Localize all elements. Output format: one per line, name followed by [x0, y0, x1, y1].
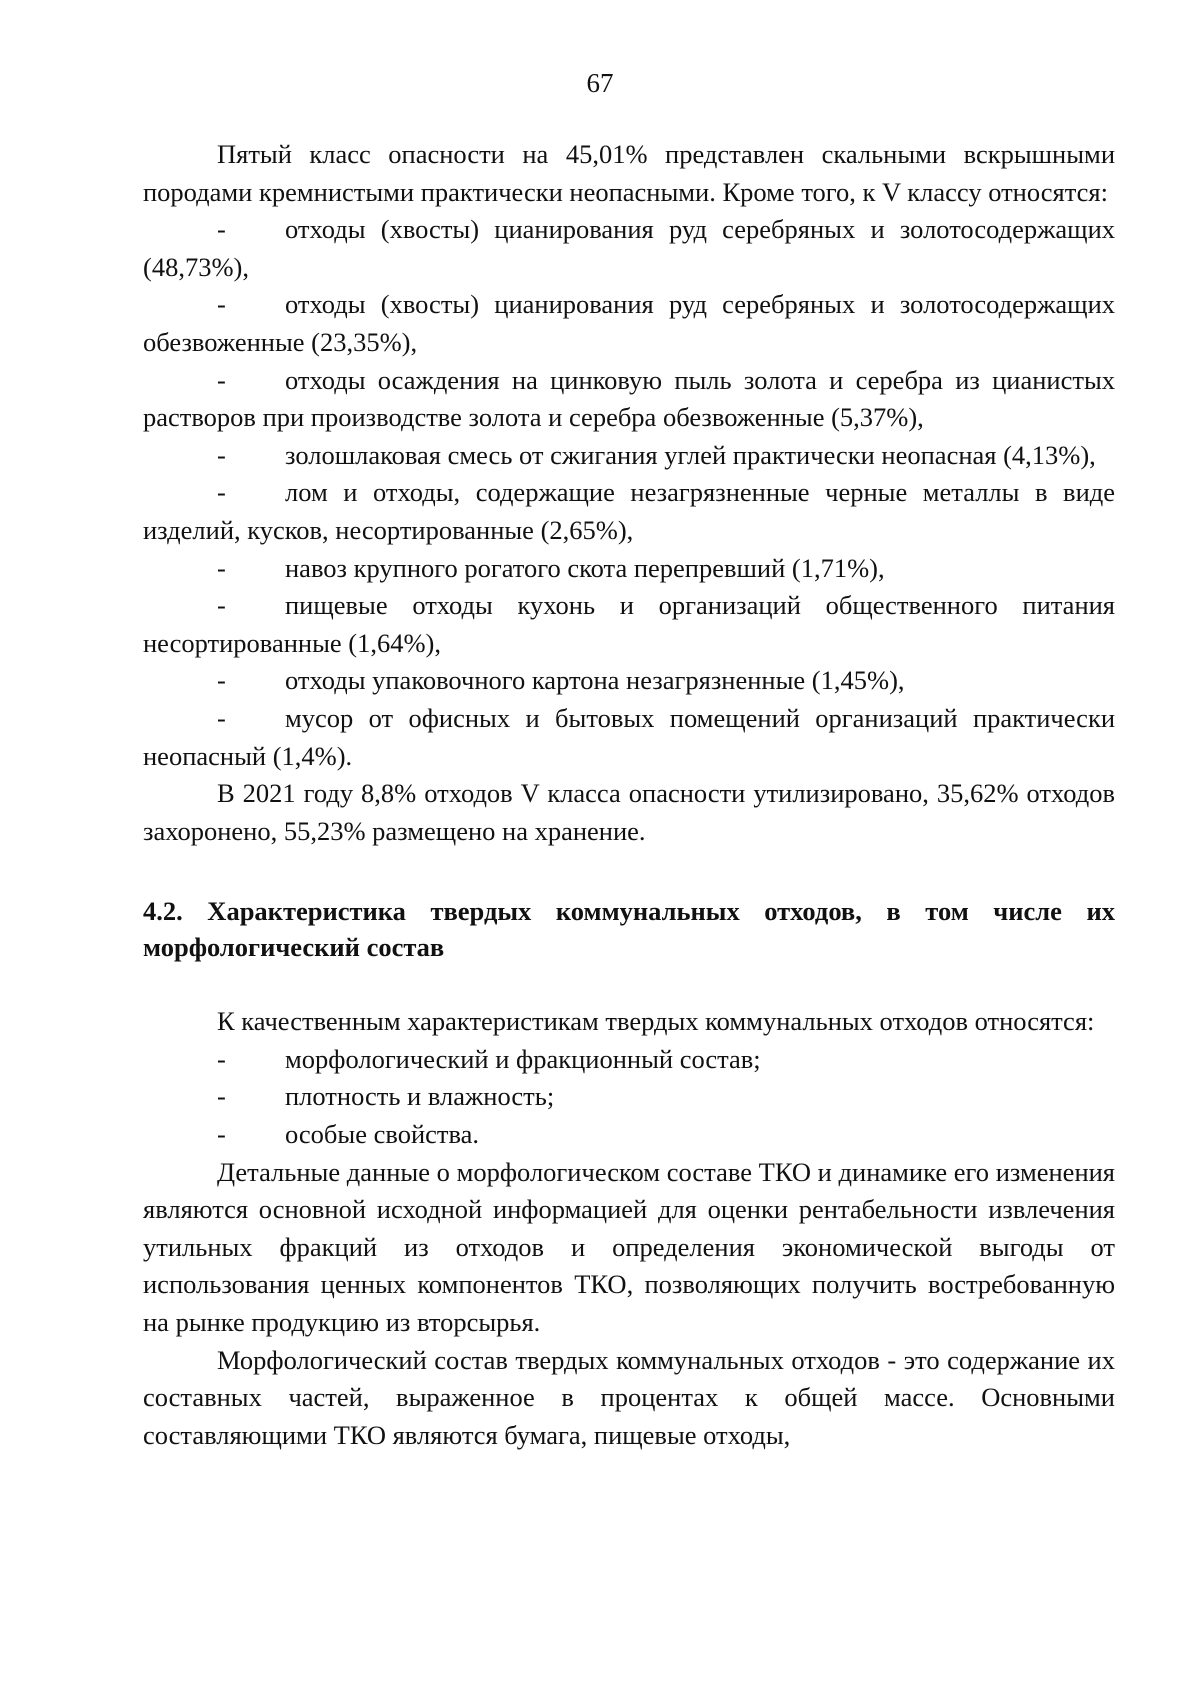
list-item [143, 362, 1115, 437]
list-item [143, 437, 1115, 475]
page-number: 67 [586, 68, 614, 98]
class5-waste-list [143, 211, 1115, 775]
list-item-text: отходы (хвосты) цианирования руд серебряных и золотосодержащих обезвоженные (23,35%), [143, 289, 1115, 357]
list-item-text: лом и отходы, содержащие незагрязненные черные металлы в виде изделий, кусков, несортированные (2,65%), [143, 477, 1115, 545]
paragraph-class5-intro: Пятый класс опасности на 45,01% представлен скальными вскрышными породами кремнистыми практически неопасными. Кроме того, к V классу относятся: [143, 139, 1115, 207]
bullet-dash: - [217, 1043, 226, 1074]
bullet-dash: - [217, 439, 226, 470]
list-item [143, 587, 1115, 662]
list-item-text: отходы осаждения на цинковую пыль золота и серебра из цианистых растворов при производстве золота и серебра обезвоженные (5,37%), [143, 364, 1115, 433]
list-item-text: отходы (хвосты) цианирования руд серебряных и золотосодержащих (48,73%), [143, 214, 1115, 282]
paragraph-morphology-data: Детальные данные о морфологическом составе ТКО и динамике его изменения являются основной исходной информацией для оценки рентабельности извлечения утильных фракций из отходов и определения экономической выгоды от использования ценных компонентов ТКО, позволяющих получить востребованную на рынке продукцию из вторсырья. [143, 1156, 1115, 1338]
list-item-text: плотность и влажность; [285, 1081, 555, 1112]
list-item [143, 662, 1115, 700]
list-item [143, 1116, 1115, 1154]
list-item-text: морфологический и фракционный состав; [285, 1043, 761, 1074]
document-body [143, 136, 1115, 1454]
paragraph-morphology-definition: Морфологический состав твердых коммунальных отходов - это содержание их составных частей, выраженное в процентах к общей массе. Основными составляющими ТКО являются бумага, пищевые отходы, [143, 1344, 1115, 1450]
list-item-text: особые свойства. [285, 1119, 480, 1150]
bullet-dash: - [217, 364, 226, 395]
bullet-dash: - [217, 665, 226, 696]
list-item-text: отходы упаковочного картона незагрязненные (1,45%), [285, 665, 905, 696]
list-item [143, 286, 1115, 361]
list-item-text: навоз крупного рогатого скота перепревший (1,71%), [285, 552, 885, 583]
bullet-dash: - [217, 289, 226, 320]
quality-characteristics-list [143, 1041, 1115, 1154]
list-item-text: золошлаковая смесь от сжигания углей практически неопасная (4,13%), [285, 439, 1096, 470]
bullet-dash: - [217, 702, 226, 733]
list-item-text: мусор от офисных и бытовых помещений организаций практически неопасный (1,4%). [143, 702, 1115, 771]
list-item [143, 1041, 1115, 1079]
bullet-dash: - [217, 214, 226, 245]
list-item [143, 700, 1115, 775]
list-item [143, 1078, 1115, 1116]
bullet-dash: - [217, 1081, 226, 1112]
list-item [143, 211, 1115, 286]
bullet-dash: - [217, 590, 226, 621]
paragraph-2021-statistics: В 2021 году 8,8% отходов V класса опасности утилизировано, 35,62% отходов захоронено, 55,23% размещено на хранение. [143, 778, 1115, 846]
paragraph-quality-intro: К качественным характеристикам твердых коммунальных отходов относятся: [217, 1006, 1095, 1037]
bullet-dash: - [217, 477, 226, 508]
section-heading: 4.2. Характеристика твердых коммунальных отходов, в том числе их морфологический состав [143, 896, 1115, 963]
list-item [143, 550, 1115, 588]
list-item-text: пищевые отходы кухонь и организаций общественного питания несортированные (1,64%), [143, 590, 1115, 658]
bullet-dash: - [217, 552, 226, 583]
list-item [143, 474, 1115, 549]
bullet-dash: - [217, 1119, 226, 1150]
